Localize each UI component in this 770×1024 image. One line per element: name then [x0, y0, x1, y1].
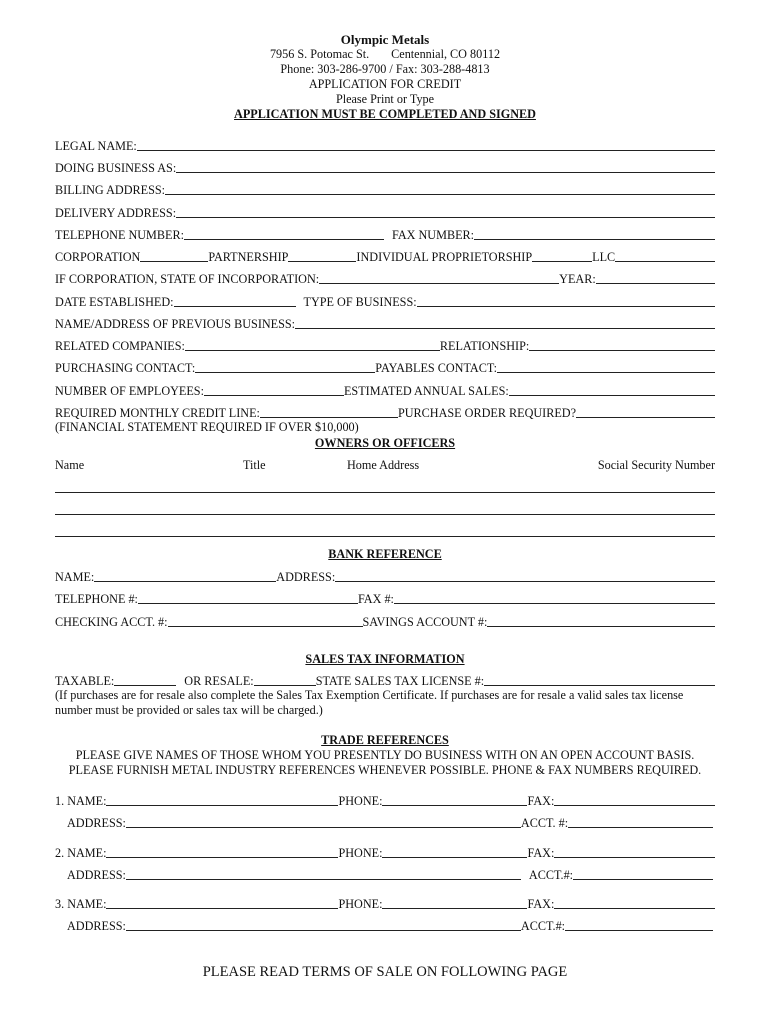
trade-ref-address-field[interactable]	[126, 827, 521, 828]
owners-column-headers	[55, 457, 715, 473]
bank-fax-label: FAX #:	[357, 592, 394, 606]
sales-tax-license-field[interactable]	[484, 685, 715, 686]
trade-ref-acct-label: ACCT. #:	[520, 816, 569, 830]
po-required-label: PURCHASE ORDER REQUIRED?	[397, 406, 577, 420]
state-incorporation-field[interactable]	[319, 283, 559, 284]
relationship-field[interactable]	[529, 350, 715, 351]
employees-field[interactable]	[204, 395, 344, 396]
trade-ref-fax-label: FAX:	[527, 846, 555, 860]
trade-ref-phone-label: PHONE:	[338, 897, 383, 911]
entity-type-row	[55, 249, 715, 265]
trade-ref-name-field[interactable]	[106, 908, 338, 909]
owners-heading: OWNERS OR OFFICERS	[314, 436, 456, 450]
llc-field[interactable]	[615, 261, 715, 262]
trade-ref-address-label: ADDRESS:	[67, 868, 126, 882]
trade-ref-fax-label: FAX:	[527, 794, 555, 808]
trade-ref-name-label: 3. NAME:	[55, 897, 107, 911]
purchasing-contact-field[interactable]	[195, 372, 375, 373]
checking-account-field[interactable]	[168, 626, 363, 627]
llc-label: LLC	[592, 250, 616, 264]
savings-account-label: SAVINGS ACCOUNT #:	[362, 615, 488, 629]
partnership-label: PARTNERSHIP	[208, 250, 289, 264]
owners-col-ssn: Social Security Number	[597, 458, 715, 472]
corporation-label: CORPORATION	[55, 250, 141, 264]
bank-fax-field[interactable]	[394, 603, 715, 604]
established-row	[55, 294, 715, 310]
bank-reference-heading: BANK REFERENCE	[328, 547, 442, 561]
corporation-field[interactable]	[140, 261, 208, 262]
dba-row	[55, 160, 715, 176]
trade-ref-phone-label: PHONE:	[338, 794, 383, 808]
telephone-label: TELEPHONE NUMBER:	[55, 228, 184, 242]
po-required-field[interactable]	[576, 417, 715, 418]
legal-name-label: LEGAL NAME:	[55, 139, 137, 153]
trade-ref-2-name-row	[55, 845, 715, 861]
sales-tax-note	[55, 688, 735, 718]
owner-entry-line[interactable]	[55, 514, 715, 515]
trade-ref-fax-field[interactable]	[554, 857, 715, 858]
owner-entry-line[interactable]	[55, 536, 715, 537]
related-companies-row	[55, 338, 715, 354]
bank-telephone-field[interactable]	[138, 603, 358, 604]
trade-ref-address-field[interactable]	[126, 879, 521, 880]
sales-tax-note-line1: (If purchases are for resale also complete the Sales Tax Exemption Certificate. If purchases are for resale a valid sales tax license	[55, 688, 684, 702]
company-phone-fax: Phone: 303-286-9700 / Fax: 303-288-4813	[280, 62, 490, 76]
trade-ref-fax-label: FAX:	[527, 897, 555, 911]
letterhead	[0, 32, 770, 122]
trade-instruction-line1: PLEASE GIVE NAMES OF THOSE WHOM YOU PRESENTLY DO BUSINESS WITH ON AN OPEN ACCOUNT BASIS.	[75, 748, 695, 762]
type-of-business-field[interactable]	[417, 306, 715, 307]
taxable-field[interactable]	[114, 685, 176, 686]
payables-contact-label: PAYABLES CONTACT:	[375, 361, 498, 375]
bank-telephone-label: TELEPHONE #:	[55, 592, 138, 606]
trade-ref-3-address-row	[67, 918, 713, 934]
related-companies-field[interactable]	[185, 350, 440, 351]
billing-address-row	[55, 182, 715, 198]
bank-name-field[interactable]	[94, 581, 276, 582]
bank-address-label: ADDRESS:	[276, 570, 336, 584]
relationship-label: RELATIONSHIP:	[439, 339, 530, 353]
resale-field[interactable]	[254, 685, 316, 686]
date-established-label: DATE ESTABLISHED:	[55, 295, 174, 309]
trade-ref-fax-field[interactable]	[554, 805, 715, 806]
owners-col-home-address: Home Address	[347, 458, 420, 472]
trade-ref-acct-field[interactable]	[568, 827, 713, 828]
bank-phone-row	[55, 591, 715, 607]
trade-ref-address-label: ADDRESS:	[67, 919, 126, 933]
sales-tax-license-label: STATE SALES TAX LICENSE #:	[315, 674, 485, 688]
fax-field[interactable]	[474, 239, 715, 240]
trade-ref-phone-field[interactable]	[382, 805, 527, 806]
company-name: Olympic Metals	[340, 32, 430, 47]
financial-statement-note: (FINANCIAL STATEMENT REQUIRED IF OVER $10,000)	[55, 420, 359, 434]
terms-of-sale-notice: PLEASE READ TERMS OF SALE ON FOLLOWING PAGE	[202, 964, 568, 980]
previous-business-label: NAME/ADDRESS OF PREVIOUS BUSINESS:	[55, 317, 296, 331]
trade-ref-name-field[interactable]	[106, 857, 338, 858]
previous-business-row	[55, 316, 715, 332]
dba-label: DOING BUSINESS AS:	[55, 161, 177, 175]
form-instruction: Please Print or Type	[335, 92, 435, 106]
type-of-business-label: TYPE OF BUSINESS:	[303, 295, 417, 309]
individual-proprietorship-label: INDIVIDUAL PROPRIETORSHIP	[356, 250, 533, 264]
owner-entry-line[interactable]	[55, 492, 715, 493]
telephone-fax-row	[55, 227, 715, 243]
trade-ref-acct-label: ACCT.#:	[528, 868, 574, 882]
trade-ref-phone-label: PHONE:	[338, 846, 383, 860]
trade-ref-acct-label: ACCT.#:	[520, 919, 566, 933]
annual-sales-field[interactable]	[509, 395, 715, 396]
partnership-field[interactable]	[288, 261, 356, 262]
delivery-address-row	[55, 205, 715, 221]
telephone-field[interactable]	[184, 239, 384, 240]
company-city: Centennial, CO 80112	[391, 47, 501, 61]
trade-ref-1-name-row	[55, 793, 715, 809]
dba-field[interactable]	[176, 172, 715, 173]
billing-address-label: BILLING ADDRESS:	[55, 183, 166, 197]
trade-ref-phone-field[interactable]	[382, 857, 527, 858]
owners-col-title: Title	[243, 458, 266, 472]
trade-ref-name-field[interactable]	[106, 805, 338, 806]
savings-account-field[interactable]	[487, 626, 715, 627]
credit-line-label: REQUIRED MONTHLY CREDIT LINE:	[55, 406, 260, 420]
completion-requirement: APPLICATION MUST BE COMPLETED AND SIGNED	[234, 107, 536, 121]
sales-tax-heading: SALES TAX INFORMATION	[305, 652, 465, 666]
trade-ref-phone-field[interactable]	[382, 908, 527, 909]
trade-ref-fax-field[interactable]	[554, 908, 715, 909]
credit-line-field[interactable]	[260, 417, 398, 418]
or-resale-label: OR RESALE:	[184, 674, 254, 688]
payables-contact-field[interactable]	[497, 372, 715, 373]
trade-ref-acct-field[interactable]	[565, 930, 713, 931]
year-label: YEAR:	[559, 272, 596, 286]
form-title: APPLICATION FOR CREDIT	[308, 77, 462, 91]
taxable-label: TAXABLE:	[55, 674, 115, 688]
trade-ref-acct-field[interactable]	[573, 879, 713, 880]
bank-name-row	[55, 569, 715, 585]
trade-ref-2-address-row	[67, 867, 713, 883]
checking-account-label: CHECKING ACCT. #:	[55, 615, 168, 629]
owners-col-name: Name	[55, 458, 85, 472]
trade-ref-1-address-row	[67, 815, 713, 831]
incorporation-row	[55, 271, 715, 287]
company-street: 7956 S. Potomac St.	[269, 47, 370, 61]
delivery-address-label: DELIVERY ADDRESS:	[55, 206, 177, 220]
previous-business-field[interactable]	[295, 328, 715, 329]
trade-instruction-line2: PLEASE FURNISH METAL INDUSTRY REFERENCES WHENEVER POSSIBLE. PHONE & FAX NUMBERS REQUIRED.	[68, 763, 702, 777]
annual-sales-label: ESTIMATED ANNUAL SALES:	[343, 384, 509, 398]
trade-ref-name-label: 1. NAME:	[55, 794, 107, 808]
delivery-address-field[interactable]	[176, 217, 715, 218]
sales-tax-row	[55, 673, 715, 689]
individual-proprietorship-field[interactable]	[532, 261, 592, 262]
trade-ref-address-field[interactable]	[126, 930, 521, 931]
purchasing-contact-label: PURCHASING CONTACT:	[55, 361, 196, 375]
employees-sales-row	[55, 383, 715, 399]
date-established-field[interactable]	[174, 306, 296, 307]
legal-name-row	[55, 138, 715, 154]
sales-tax-note-line2: number must be provided or sales tax will be charged.)	[55, 703, 323, 717]
billing-address-field[interactable]	[165, 194, 715, 195]
bank-name-label: NAME:	[55, 570, 95, 584]
trade-ref-address-label: ADDRESS:	[67, 816, 126, 830]
state-incorporation-label: IF CORPORATION, STATE OF INCORPORATION:	[55, 272, 320, 286]
bank-accounts-row	[55, 614, 715, 630]
year-field[interactable]	[596, 283, 715, 284]
trade-ref-3-name-row	[55, 896, 715, 912]
trade-ref-name-label: 2. NAME:	[55, 846, 107, 860]
related-companies-label: RELATED COMPANIES:	[55, 339, 185, 353]
legal-name-field[interactable]	[137, 150, 715, 151]
fax-label: FAX NUMBER:	[391, 228, 475, 242]
contacts-row	[55, 360, 715, 376]
company-address	[0, 47, 770, 62]
trade-references-heading: TRADE REFERENCES	[321, 733, 449, 747]
employees-label: NUMBER OF EMPLOYEES:	[55, 384, 204, 398]
credit-line-row	[55, 405, 715, 421]
bank-address-field[interactable]	[335, 581, 715, 582]
